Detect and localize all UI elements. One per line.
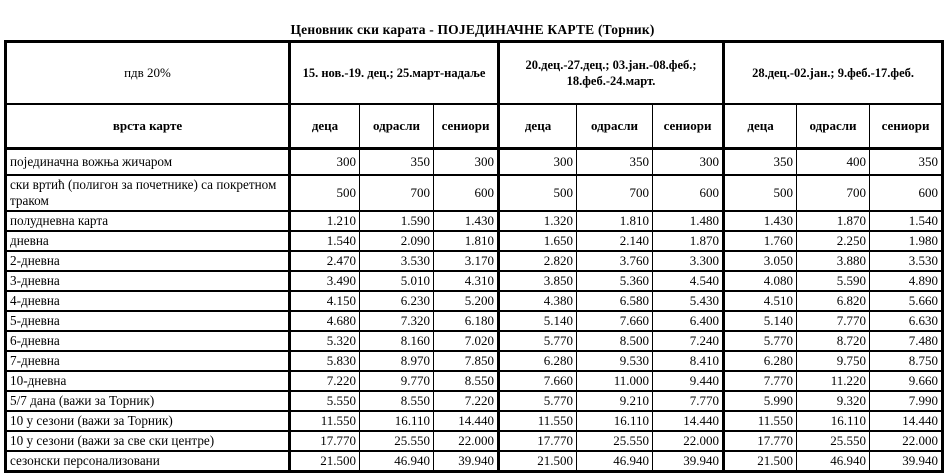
page bbox=[4, 0, 941, 473]
price-cell: 300 bbox=[434, 149, 499, 175]
children-header-3: деца bbox=[724, 104, 797, 149]
price-cell: 3.300 bbox=[653, 251, 724, 271]
table-row bbox=[6, 431, 943, 451]
price-cell: 1.540 bbox=[290, 231, 360, 251]
price-cell: 5.550 bbox=[290, 391, 360, 411]
price-cell: 1.540 bbox=[870, 211, 943, 231]
price-cell: 350 bbox=[724, 149, 797, 175]
children-header-2: деца bbox=[499, 104, 577, 149]
price-cell: 46.940 bbox=[360, 451, 434, 472]
price-cell: 1.430 bbox=[724, 211, 797, 231]
children-header-1: деца bbox=[290, 104, 360, 149]
price-cell: 21.500 bbox=[499, 451, 577, 472]
price-cell: 700 bbox=[797, 175, 870, 211]
price-cell: 2.090 bbox=[360, 231, 434, 251]
price-cell: 1.870 bbox=[653, 231, 724, 251]
price-cell: 11.550 bbox=[290, 411, 360, 431]
price-cell: 1.210 bbox=[290, 211, 360, 231]
price-cell: 25.550 bbox=[577, 431, 653, 451]
price-cell: 4.150 bbox=[290, 291, 360, 311]
adults-header-1: одрасли bbox=[360, 104, 434, 149]
price-cell: 14.440 bbox=[434, 411, 499, 431]
price-cell: 8.550 bbox=[360, 391, 434, 411]
table-row bbox=[6, 291, 943, 311]
ticket-type-label: 2-дневна bbox=[6, 251, 290, 271]
ticket-type-label: полудневна карта bbox=[6, 211, 290, 231]
price-cell: 17.770 bbox=[499, 431, 577, 451]
price-cell: 14.440 bbox=[653, 411, 724, 431]
vat-label: пдв 20% bbox=[6, 42, 290, 104]
price-cell: 500 bbox=[724, 175, 797, 211]
price-cell: 46.940 bbox=[577, 451, 653, 472]
seniors-header-1: сениори bbox=[434, 104, 499, 149]
price-cell: 5.200 bbox=[434, 291, 499, 311]
category-header-row bbox=[6, 104, 943, 149]
seniors-header-3: сениори bbox=[870, 104, 943, 149]
price-cell: 5.320 bbox=[290, 331, 360, 351]
price-cell: 9.750 bbox=[797, 351, 870, 371]
price-cell: 8.160 bbox=[360, 331, 434, 351]
price-cell: 17.770 bbox=[290, 431, 360, 451]
table-row bbox=[6, 251, 943, 271]
price-cell: 9.210 bbox=[577, 391, 653, 411]
price-cell: 3.760 bbox=[577, 251, 653, 271]
price-cell: 17.770 bbox=[724, 431, 797, 451]
price-cell: 46.940 bbox=[797, 451, 870, 472]
price-cell: 7.770 bbox=[653, 391, 724, 411]
price-cell: 4.510 bbox=[724, 291, 797, 311]
price-cell: 3.530 bbox=[870, 251, 943, 271]
price-cell: 9.530 bbox=[577, 351, 653, 371]
price-cell: 1.480 bbox=[653, 211, 724, 231]
price-cell: 5.140 bbox=[724, 311, 797, 331]
price-cell: 7.240 bbox=[653, 331, 724, 351]
price-table-body bbox=[6, 149, 943, 472]
ticket-type-label: 10 у сезони (важи за све ски центре) bbox=[6, 431, 290, 451]
period-header-row bbox=[6, 42, 943, 104]
ticket-type-label: 10 у сезони (важи за Торник) bbox=[6, 411, 290, 431]
price-cell: 300 bbox=[290, 149, 360, 175]
price-cell: 700 bbox=[360, 175, 434, 211]
price-cell: 3.880 bbox=[797, 251, 870, 271]
price-cell: 11.220 bbox=[797, 371, 870, 391]
price-cell: 8.410 bbox=[653, 351, 724, 371]
price-cell: 1.810 bbox=[434, 231, 499, 251]
price-cell: 5.140 bbox=[499, 311, 577, 331]
price-cell: 3.490 bbox=[290, 271, 360, 291]
price-cell: 8.750 bbox=[870, 351, 943, 371]
price-cell: 600 bbox=[870, 175, 943, 211]
price-cell: 500 bbox=[499, 175, 577, 211]
ticket-type-label: 5/7 дана (важи за Торник) bbox=[6, 391, 290, 411]
ticket-type-label: 3-дневна bbox=[6, 271, 290, 291]
ticket-type-label: 4-дневна bbox=[6, 291, 290, 311]
price-cell: 7.660 bbox=[499, 371, 577, 391]
price-cell: 1.650 bbox=[499, 231, 577, 251]
table-row bbox=[6, 311, 943, 331]
ticket-type-label: 10-дневна bbox=[6, 371, 290, 391]
price-cell: 1.760 bbox=[724, 231, 797, 251]
price-cell: 4.890 bbox=[870, 271, 943, 291]
table-row bbox=[6, 149, 943, 175]
price-cell: 350 bbox=[870, 149, 943, 175]
price-cell: 3.170 bbox=[434, 251, 499, 271]
table-row bbox=[6, 231, 943, 251]
price-cell: 4.540 bbox=[653, 271, 724, 291]
price-cell: 5.990 bbox=[724, 391, 797, 411]
price-cell: 1.430 bbox=[434, 211, 499, 231]
price-cell: 300 bbox=[499, 149, 577, 175]
ticket-type-label: сезонски персонализовани bbox=[6, 451, 290, 472]
price-cell: 14.440 bbox=[870, 411, 943, 431]
price-cell: 7.770 bbox=[724, 371, 797, 391]
price-cell: 7.770 bbox=[797, 311, 870, 331]
price-cell: 22.000 bbox=[434, 431, 499, 451]
price-cell: 5.590 bbox=[797, 271, 870, 291]
price-cell: 7.660 bbox=[577, 311, 653, 331]
price-cell: 22.000 bbox=[870, 431, 943, 451]
price-cell: 9.660 bbox=[870, 371, 943, 391]
price-cell: 7.990 bbox=[870, 391, 943, 411]
table-row bbox=[6, 211, 943, 231]
ticket-type-label: 6-дневна bbox=[6, 331, 290, 351]
price-cell: 1.980 bbox=[870, 231, 943, 251]
price-cell: 5.360 bbox=[577, 271, 653, 291]
adults-header-3: одрасли bbox=[797, 104, 870, 149]
table-row bbox=[6, 351, 943, 371]
period-3-header: 28.дец.-02.јан.; 9.феб.-17.феб. bbox=[724, 42, 943, 104]
price-cell: 5.770 bbox=[724, 331, 797, 351]
price-cell: 39.940 bbox=[870, 451, 943, 472]
price-cell: 4.380 bbox=[499, 291, 577, 311]
price-cell: 39.940 bbox=[434, 451, 499, 472]
price-cell: 1.810 bbox=[577, 211, 653, 231]
price-cell: 6.400 bbox=[653, 311, 724, 331]
price-cell: 5.430 bbox=[653, 291, 724, 311]
price-cell: 16.110 bbox=[360, 411, 434, 431]
seniors-header-2: сениори bbox=[653, 104, 724, 149]
price-table bbox=[4, 40, 944, 473]
table-row bbox=[6, 451, 943, 472]
price-cell: 1.590 bbox=[360, 211, 434, 231]
price-cell: 11.550 bbox=[499, 411, 577, 431]
price-cell: 39.940 bbox=[653, 451, 724, 472]
table-row bbox=[6, 391, 943, 411]
price-cell: 25.550 bbox=[360, 431, 434, 451]
price-cell: 600 bbox=[434, 175, 499, 211]
price-cell: 8.500 bbox=[577, 331, 653, 351]
price-cell: 3.850 bbox=[499, 271, 577, 291]
price-cell: 11.550 bbox=[724, 411, 797, 431]
ticket-type-label: дневна bbox=[6, 231, 290, 251]
ticket-type-label: ски вртић (полигон за почетнике) са покретном траком bbox=[6, 175, 290, 211]
price-cell: 350 bbox=[360, 149, 434, 175]
ticket-type-label: 5-дневна bbox=[6, 311, 290, 331]
price-cell: 2.250 bbox=[797, 231, 870, 251]
price-cell: 4.310 bbox=[434, 271, 499, 291]
price-cell: 2.140 bbox=[577, 231, 653, 251]
price-cell: 7.320 bbox=[360, 311, 434, 331]
price-cell: 2.470 bbox=[290, 251, 360, 271]
price-cell: 7.220 bbox=[290, 371, 360, 391]
price-cell: 4.080 bbox=[724, 271, 797, 291]
price-cell: 6.230 bbox=[360, 291, 434, 311]
price-cell: 8.720 bbox=[797, 331, 870, 351]
price-cell: 300 bbox=[653, 149, 724, 175]
price-cell: 3.050 bbox=[724, 251, 797, 271]
price-cell: 11.000 bbox=[577, 371, 653, 391]
period-1-header: 15. нов.-19. дец.; 25.март-надаље bbox=[290, 42, 499, 104]
price-cell: 6.630 bbox=[870, 311, 943, 331]
price-cell: 9.440 bbox=[653, 371, 724, 391]
price-cell: 700 bbox=[577, 175, 653, 211]
price-cell: 2.820 bbox=[499, 251, 577, 271]
price-cell: 8.970 bbox=[360, 351, 434, 371]
price-cell: 6.580 bbox=[577, 291, 653, 311]
price-cell: 8.550 bbox=[434, 371, 499, 391]
price-cell: 16.110 bbox=[577, 411, 653, 431]
price-cell: 1.870 bbox=[797, 211, 870, 231]
price-cell: 4.680 bbox=[290, 311, 360, 331]
price-cell: 9.770 bbox=[360, 371, 434, 391]
table-row bbox=[6, 175, 943, 211]
adults-header-2: одрасли bbox=[577, 104, 653, 149]
price-cell: 6.280 bbox=[724, 351, 797, 371]
price-cell: 6.280 bbox=[499, 351, 577, 371]
price-cell: 7.020 bbox=[434, 331, 499, 351]
price-cell: 1.320 bbox=[499, 211, 577, 231]
ticket-type-label: 7-дневна bbox=[6, 351, 290, 371]
price-cell: 3.530 bbox=[360, 251, 434, 271]
price-cell: 7.220 bbox=[434, 391, 499, 411]
table-row bbox=[6, 331, 943, 351]
price-cell: 7.480 bbox=[870, 331, 943, 351]
table-row bbox=[6, 411, 943, 431]
price-cell: 21.500 bbox=[290, 451, 360, 472]
price-cell: 6.180 bbox=[434, 311, 499, 331]
price-cell: 5.830 bbox=[290, 351, 360, 371]
table-row bbox=[6, 271, 943, 291]
price-cell: 6.820 bbox=[797, 291, 870, 311]
price-cell: 9.320 bbox=[797, 391, 870, 411]
table-row bbox=[6, 371, 943, 391]
price-cell: 21.500 bbox=[724, 451, 797, 472]
ticket-type-header: врста карте bbox=[6, 104, 290, 149]
price-cell: 7.850 bbox=[434, 351, 499, 371]
price-cell: 25.550 bbox=[797, 431, 870, 451]
price-cell: 5.010 bbox=[360, 271, 434, 291]
price-cell: 5.660 bbox=[870, 291, 943, 311]
page-title: Ценовник ски карата - ПОЈЕДИНАЧНЕ КАРТЕ (Торник) bbox=[290, 22, 655, 37]
price-cell: 600 bbox=[653, 175, 724, 211]
ticket-type-label: појединачна вожња жичаром bbox=[6, 149, 290, 175]
price-cell: 22.000 bbox=[653, 431, 724, 451]
price-cell: 500 bbox=[290, 175, 360, 211]
price-cell: 5.770 bbox=[499, 391, 577, 411]
period-2-header: 20.дец.-27.дец.; 03.јан.-08.феб.; 18.феб.-24.март. bbox=[499, 42, 724, 104]
price-cell: 350 bbox=[577, 149, 653, 175]
price-cell: 400 bbox=[797, 149, 870, 175]
price-cell: 16.110 bbox=[797, 411, 870, 431]
price-cell: 5.770 bbox=[499, 331, 577, 351]
